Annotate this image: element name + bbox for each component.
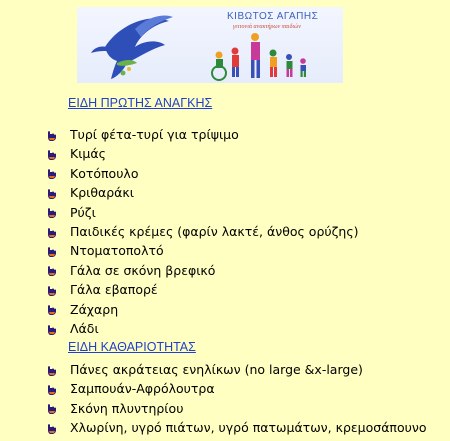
list-item-text: Σαμπουάν-Αφρόλουτρα [70,381,215,397]
list-item-text: Γάλα εβαπορέ [70,282,158,298]
list-item-text: Ρύζι [70,204,96,220]
list-item [45,418,426,437]
pointing-hand-bullet-icon [45,322,59,336]
section-heading: ΕΙΔΗ ΚΑΘΑΡΙΟΤΗΤΑΣ [68,340,196,354]
section-heading: ΕΙΔΗ ΠΡΩΤΗΣ ΑΝΑΓΚΗΣ [68,96,213,110]
pointing-hand-bullet-icon [45,166,59,180]
list-item [45,203,96,222]
list-item [45,280,158,299]
list-item [45,379,215,398]
pointing-hand-bullet-icon [45,401,59,415]
list-item [45,125,239,144]
list-item-text: Τυρί φέτα-τυρί για τρίψιμο [70,127,239,142]
list-item [45,222,359,241]
list-item-text: Ζάχαρη [70,301,119,317]
list-item-text: Παιδικές κρέμες (φαρίν λακτέ, άνθος ορύζης) [70,224,359,239]
list-item [45,300,118,319]
list-item-text: Γάλα σε σκόνη βρεφικό [70,262,216,278]
list-item [45,399,183,418]
pointing-hand-bullet-icon [45,147,59,161]
pointing-hand-bullet-icon [45,244,59,258]
list-item-text: Λάδι [70,321,99,336]
org-subtitle: γειτονιά ανακτήρων παιδιών [233,24,301,30]
list-item [45,241,164,260]
pointing-hand-bullet-icon [45,205,59,219]
list-item [45,164,138,183]
pointing-hand-bullet-icon [45,263,59,277]
pointing-hand-bullet-icon [45,225,59,239]
list-item-text: Ντοματοπολτό [70,243,164,259]
list-item-text: Σκόνη πλυντηρίου [70,400,184,416]
org-title: ΚΙΒΩΤΟΣ ΑΓΑΠΗΣ [227,11,319,22]
list-item [45,261,215,280]
header-banner [77,7,343,83]
list-item [45,144,106,163]
list-item [45,360,363,379]
pointing-hand-bullet-icon [45,128,59,142]
list-item-text: Κοτόπουλο [70,165,139,181]
list-item-text: Πάνες ακράτειας ενηλίκων (no large &x-large) [70,362,363,377]
list-item [45,183,134,202]
list-item-text: Κιμάς [70,146,106,162]
children-illustration-icon [77,7,343,83]
pointing-hand-bullet-icon [45,186,59,200]
pointing-hand-bullet-icon [45,283,59,297]
pointing-hand-bullet-icon [45,302,59,316]
pointing-hand-bullet-icon [45,421,59,435]
pointing-hand-bullet-icon [45,363,59,377]
pointing-hand-bullet-icon [45,382,59,396]
list-item-text: Κριθαράκι [70,185,135,201]
list-item [45,319,99,338]
list-item-text: Χλωρίνη, υγρό πιάτων, υγρό πατωμάτων, κρεμοσάπουνο [70,420,427,436]
